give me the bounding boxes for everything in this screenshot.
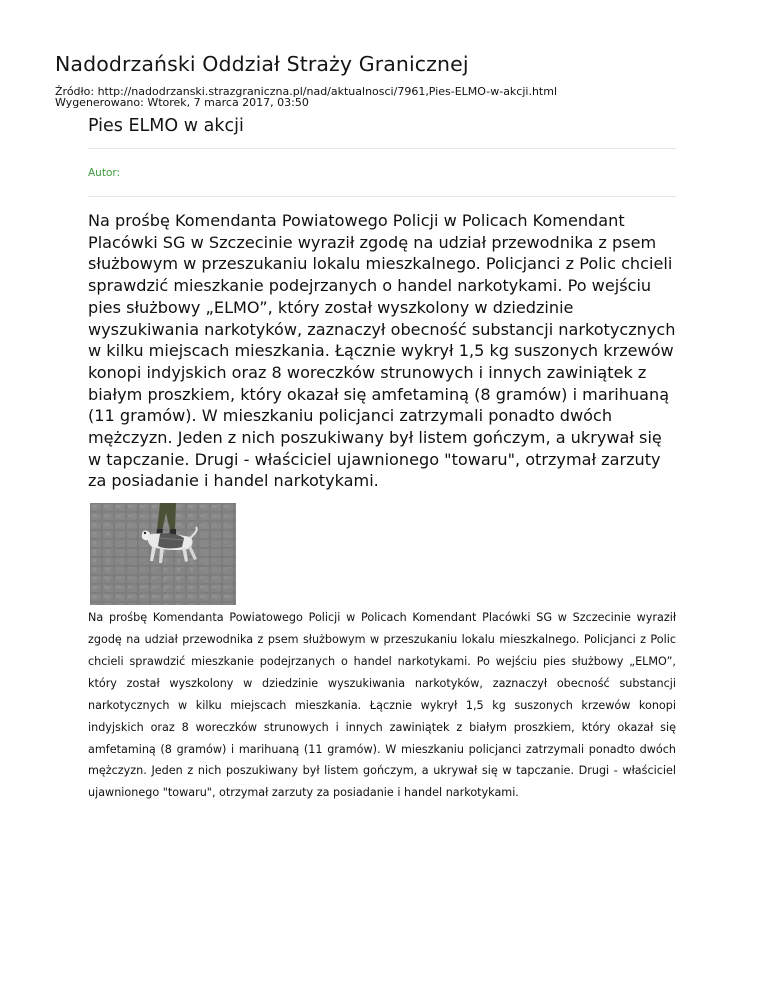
article-body: Na prośbę Komendanta Powiatowego Policji w Policach Komendant Placówki SG w Szczecinie wyraził zgodę na udział przewodnika z psem służbowym w przeszukaniu lokalu mieszkalnego. Policjanci z Polic chcieli sprawdzić mieszkanie podejrzanych o handel narkotykami. Po wejściu pies służbowy „ELMO”, który został wyszkolony w dziedzinie wyszukiwania narkotyków, zaznaczył obecność substancji narkotycznych w kilku miejscach mieszkania. Łącznie wykrył 1,5 kg suszonych krzewów konopi indyjskich oraz 8 woreczków strunowych i innych zawiniątek z białym proszkiem, który okazał się amfetaminą (8 gramów) i marihuaną (11 gramów). W mieszkaniu policjanci zatrzymali ponadto dwóch mężczyzn. Jeden z nich poszukiwany był listem gończym, a ukrywał się w tapczanie. Drugi - właściciel ujawnionego "towaru", otrzymał zarzuty za posiadanie i handel narkotykami. bbox=[88, 611, 676, 800]
article-title: Pies ELMO w akcji bbox=[88, 116, 244, 136]
author-row bbox=[88, 149, 676, 196]
author-divider bbox=[88, 196, 676, 197]
generated-line: Wygenerowano: Wtorek, 7 marca 2017, 03:50 bbox=[55, 96, 309, 109]
author-label: Autor: bbox=[88, 166, 121, 179]
article-photo bbox=[90, 503, 236, 605]
article-lead: Na prośbę Komendanta Powiatowego Policji w Policach Komendant Placówki SG w Szczecinie wyraził zgodę na udział przewodnika z psem służbowym w przeszukaniu lokalu mieszkalnego. Policjanci z Polic chcieli sprawdzić mieszkanie podejrzanych o handel narkotykami. Po wejściu pies służbowy „ELMO”, który został wyszkolony w dziedzinie wyszukiwania narkotyków, zaznaczył obecność substancji narkotycznych w kilku miejscach mieszkania. Łącznie wykrył 1,5 kg suszonych krzewów konopi indyjskich oraz 8 woreczków strunowych i innych zawiniątek z białym proszkiem, który okazał się amfetaminą (8 gramów) i marihuaną (11 gramów). W mieszkaniu policjanci zatrzymali ponadto dwóch mężczyzn. Jeden z nich poszukiwany był listem gończym, a ukrywał się w tapczanie. Drugi - właściciel ujawnionego "towaru", otrzymał zarzuty za posiadanie i handel narkotykami. bbox=[88, 211, 676, 491]
site-title: Nadodrzański Oddział Straży Granicznej bbox=[55, 52, 469, 76]
source-line: Źródło: http://nadodrzanski.strazgraniczna.pl/nad/aktualnosci/7961,Pies-ELMO-w-akcji.html bbox=[55, 85, 558, 98]
article bbox=[88, 113, 676, 804]
